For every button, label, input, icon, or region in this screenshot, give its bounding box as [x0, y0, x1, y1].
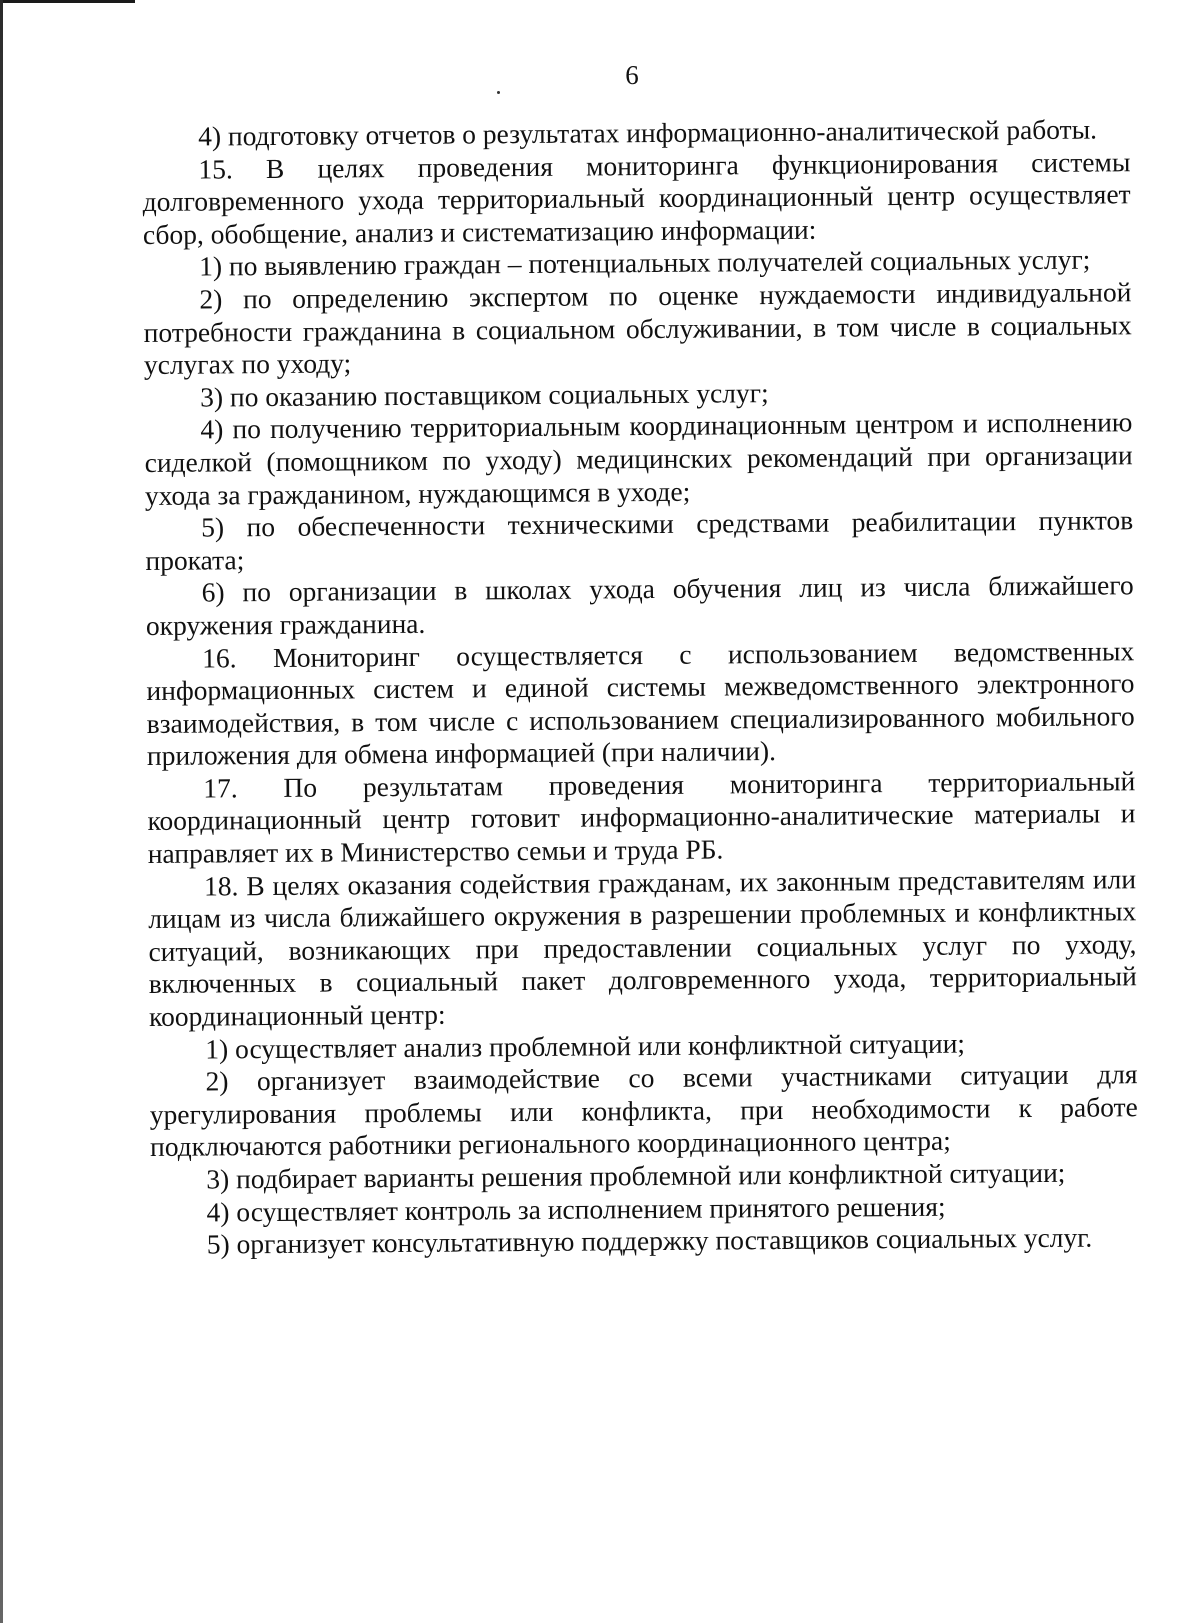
document-body [142, 113, 1139, 1262]
paragraph-18-item-2: 2) организует взаимодействие со всеми участниками ситуации для урегулирования проблемы или конфликта, при необходимости к работе подключаются работники регионального координационного центра; [149, 1058, 1138, 1163]
paragraph-15-monitoring: 15. В целях проведения мониторинга функционирования системы долговременного ухода территориальный координационный центр осуществляет сбор, обобщение, анализ и систематизацию информации: [142, 145, 1131, 250]
paragraph-item-4-reports: 4) подготовку отчетов о результатах информационно-аналитической работы. [197, 113, 1098, 152]
paragraph-16: 16. Мониторинг осуществляется с использованием ведомственных информационных систем и единой системы межведомственного электронного взаимодействия, в том числе с использованием специализированного мобильного приложения для обмена информацией (при наличии). [146, 634, 1135, 772]
scan-edge-left [0, 0, 3, 1623]
paragraph-15-item-6: 6) по организации в школах ухода обучения лиц из числа ближайшего окружения гражданина. [145, 569, 1134, 641]
paragraph-15-item-3: 3) по оказанию поставщиком социальных услуг; [200, 376, 769, 413]
paragraph-15-item-5: 5) по обеспеченности техническими средствами реабилитации пунктов проката; [145, 504, 1134, 576]
paragraph-15-item-4: 4) по получению территориальным координационным центром и исполнению сиделкой (помощником по уходу) медицинских рекомендаций при организации ухода за гражданином, нуждающимся в уходе; [144, 406, 1133, 511]
page-number: 6 [625, 60, 639, 90]
scan-speck [497, 91, 500, 94]
paragraph-15-item-1: 1) по выявлению граждан – потенциальных получателей социальных услуг; [199, 243, 1091, 282]
paragraph-17: 17. По результатам проведения мониторинга территориальный координационный центр готовит информационно-аналитические материалы и направляет их в Министерство семьи и труда РБ. [147, 765, 1136, 870]
paragraph-18-item-5: 5) организует консультативную поддержку поставщиков социальных услуг. [206, 1221, 1093, 1260]
paragraph-18-item-4: 4) осуществляет контроль за исполнением принятого решения; [206, 1190, 946, 1228]
paragraph-18-item-1: 1) осуществляет анализ проблемной или конфликтной ситуации; [205, 1027, 966, 1065]
paragraph-18: 18. В целях оказания содействия гражданам, их законным представителям или лицам из числа ближайшего окружения в разрешении проблемных и конфликтных ситуаций, возникающих при предоставлении социальных услуг по уходу, включенных в социальный пакет долговременного ухода, территориальный координационный центр: [148, 862, 1137, 1033]
paragraph-18-item-3: 3) подбирает варианты решения проблемной или конфликтной ситуации; [206, 1156, 1066, 1195]
paragraph-15-item-2: 2) по определению экспертом по оценке нуждаемости индивидуальной потребности гражданина в социальном обслуживании, в том числе в социальных услугах по уходу; [143, 276, 1132, 381]
scan-edge-top [0, 0, 135, 3]
